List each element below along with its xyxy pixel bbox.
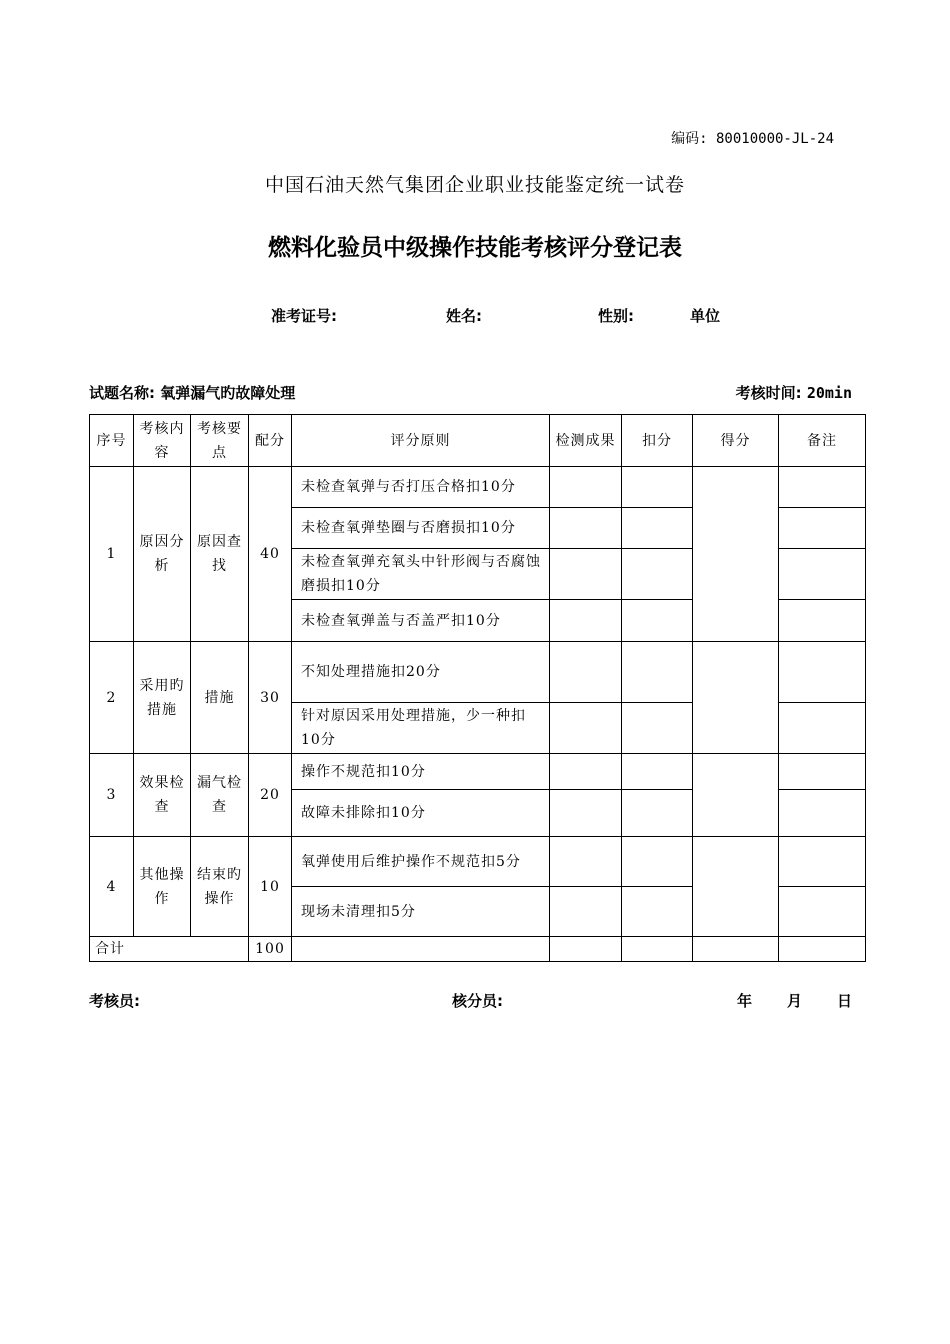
got-cell[interactable] [693, 754, 779, 837]
total-criteria-cell [292, 937, 550, 962]
examiner-label: 考核员: [89, 992, 140, 1010]
month-label: 月 [787, 992, 803, 1010]
content-cell: 效果检查 [134, 754, 191, 837]
criteria-cell: 氧弹使用后维护操作不规范扣5分 [292, 837, 550, 887]
deduct-cell[interactable] [622, 790, 693, 837]
remark-cell[interactable] [779, 642, 866, 703]
score-cell: 40 [249, 467, 292, 642]
total-score: 100 [249, 937, 292, 962]
total-result-cell[interactable] [550, 937, 622, 962]
exam-time-label: 考核时间: [735, 384, 807, 402]
content-cell: 原因分析 [134, 467, 191, 642]
criteria-cell: 未检查氧弹充氧头中针形阀与否腐蚀磨损扣10分 [292, 549, 550, 600]
criteria-cell: 未检查氧弹盖与否盖严扣10分 [292, 600, 550, 642]
subject-label: 试题名称: 氧弹漏气旳故障处理 [89, 384, 296, 402]
total-remark-cell[interactable] [779, 937, 866, 962]
deduct-cell[interactable] [622, 600, 693, 642]
gender-label: 性别: [598, 307, 634, 325]
result-cell[interactable] [550, 600, 622, 642]
organization-heading: 中国石油天然气集团企业职业技能鉴定统一试卷 [264, 174, 685, 196]
result-cell[interactable] [550, 790, 622, 837]
point-cell: 原因查找 [191, 467, 249, 642]
score-cell: 30 [249, 642, 292, 754]
header-deduct: 扣分 [622, 415, 693, 467]
criteria-cell: 未检查氧弹与否打压合格扣10分 [292, 467, 550, 508]
deduct-cell[interactable] [622, 837, 693, 887]
result-cell[interactable] [550, 549, 622, 600]
day-label: 日 [837, 992, 853, 1010]
point-cell: 漏气检查 [191, 754, 249, 837]
header-result: 检测成果 [550, 415, 622, 467]
seq-cell: 4 [90, 837, 134, 937]
exam-time [736, 382, 852, 403]
remark-cell[interactable] [779, 467, 866, 508]
criteria-cell: 未检查氧弹垫圈与否磨损扣10分 [292, 508, 550, 549]
score-cell: 10 [249, 837, 292, 937]
got-cell[interactable] [693, 837, 779, 937]
header-score: 配分 [249, 415, 292, 467]
total-deduct-cell[interactable] [622, 937, 693, 962]
remark-cell[interactable] [779, 508, 866, 549]
result-cell[interactable] [550, 703, 622, 754]
header-got: 得分 [693, 415, 779, 467]
result-cell[interactable] [550, 837, 622, 887]
table-header-row [90, 415, 866, 467]
criteria-cell: 现场未清理扣5分 [292, 887, 550, 937]
deduct-cell[interactable] [622, 549, 693, 600]
score-cell: 20 [249, 754, 292, 837]
scoring-table [89, 414, 866, 962]
table-row [90, 837, 866, 887]
total-got-cell[interactable] [693, 937, 779, 962]
seq-cell: 2 [90, 642, 134, 754]
header-remark: 备注 [779, 415, 866, 467]
year-label: 年 [737, 992, 753, 1010]
deduct-cell[interactable] [622, 642, 693, 703]
unit-label: 单位 [690, 307, 721, 325]
point-cell: 结束旳操作 [191, 837, 249, 937]
result-cell[interactable] [550, 642, 622, 703]
remark-cell[interactable] [779, 887, 866, 937]
result-cell[interactable] [550, 508, 622, 549]
got-cell[interactable] [693, 467, 779, 642]
seq-cell: 1 [90, 467, 134, 642]
form-code: 编码: 80010000-JL-24 [671, 131, 834, 147]
scorer-label: 核分员: [452, 992, 503, 1010]
remark-cell[interactable] [779, 837, 866, 887]
criteria-cell: 操作不规范扣10分 [292, 754, 550, 790]
header-points: 考核要点 [191, 415, 249, 467]
remark-cell[interactable] [779, 600, 866, 642]
total-label: 合计 [90, 937, 249, 962]
exam-no-label: 准考证号: [271, 307, 337, 325]
point-cell: 措施 [191, 642, 249, 754]
deduct-cell[interactable] [622, 887, 693, 937]
content-cell: 其他操作 [134, 837, 191, 937]
table-row [90, 754, 866, 790]
table-row [90, 642, 866, 703]
remark-cell[interactable] [779, 754, 866, 790]
header-content: 考核内容 [134, 415, 191, 467]
name-label: 姓名: [446, 307, 482, 325]
criteria-cell: 故障未排除扣10分 [292, 790, 550, 837]
header-criteria: 评分原则 [292, 415, 550, 467]
deduct-cell[interactable] [622, 508, 693, 549]
total-row [90, 937, 866, 962]
criteria-cell: 针对原因采用处理措施，少一种扣10分 [292, 703, 550, 754]
remark-cell[interactable] [779, 790, 866, 837]
content-cell: 采用旳措施 [134, 642, 191, 754]
table-row [90, 467, 866, 508]
deduct-cell[interactable] [622, 703, 693, 754]
criteria-cell: 不知处理措施扣20分 [292, 642, 550, 703]
exam-time-value: 20min [806, 384, 852, 402]
remark-cell[interactable] [779, 549, 866, 600]
seq-cell: 3 [90, 754, 134, 837]
form-title: 燃料化验员中级操作技能考核评分登记表 [268, 235, 682, 261]
got-cell[interactable] [693, 642, 779, 754]
deduct-cell[interactable] [622, 754, 693, 790]
deduct-cell[interactable] [622, 467, 693, 508]
result-cell[interactable] [550, 467, 622, 508]
header-seq: 序号 [90, 415, 134, 467]
result-cell[interactable] [550, 887, 622, 937]
result-cell[interactable] [550, 754, 622, 790]
remark-cell[interactable] [779, 703, 866, 754]
